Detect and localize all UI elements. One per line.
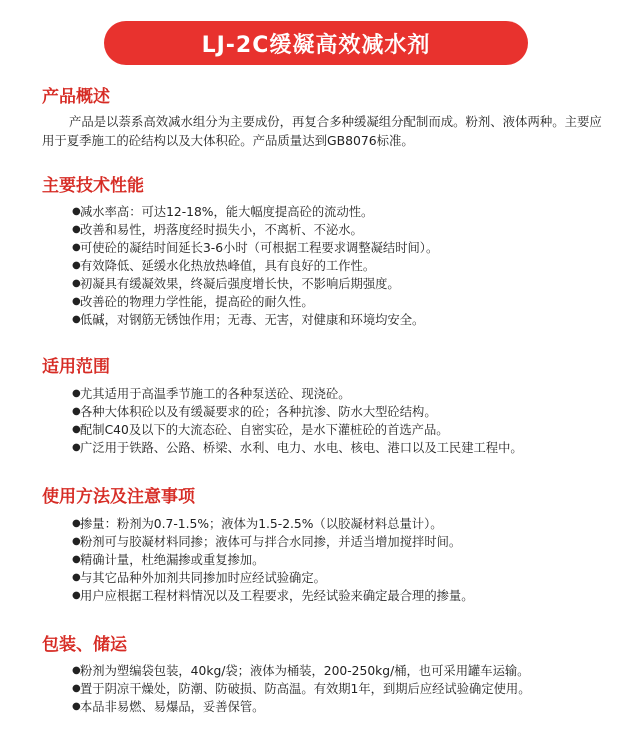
list-item: ● 与其它品种外加剂共同掺加时应经试验确定。 <box>72 571 326 585</box>
list-item: ● 各种大体积砼以及有缓凝要求的砼；各种抗渗、防水大型砼结构。 <box>72 405 437 419</box>
list-item: ● 广泛用于铁路、公路、桥梁、水利、电力、水电、核电、港口以及工民建工程中。 <box>72 441 523 455</box>
section-heading-performance: 主要技术性能 <box>42 176 144 196</box>
bullet-icon: ● <box>72 278 81 289</box>
page-title: LJ-2C缓凝高效减水剂 <box>201 32 431 58</box>
bullet-icon: ● <box>72 572 81 583</box>
section-heading-overview: 产品概述 <box>42 87 110 107</box>
bullet-icon: ● <box>72 554 81 565</box>
list-item: ● 低碱，对钢筋无锈蚀作用；无毒、无害，对健康和环境均安全。 <box>72 313 425 327</box>
list-item: ● 初凝具有缓凝效果，终凝后强度增长快，不影响后期强度。 <box>72 277 400 291</box>
list-item: ● 有效降低、延缓水化热放热峰值，具有良好的工作性。 <box>72 259 376 273</box>
bullet-icon: ● <box>72 314 81 325</box>
bullet-icon: ● <box>72 296 81 307</box>
bullet-icon: ● <box>72 224 81 235</box>
bullet-icon: ● <box>72 701 81 712</box>
list-item: ● 配制C40及以下的大流态砼、自密实砼，是水下灌桩砼的首选产品。 <box>72 423 449 437</box>
list-item: ● 尤其适用于高温季节施工的各种泵送砼、现浇砼。 <box>72 387 351 401</box>
bullet-icon: ● <box>72 536 81 547</box>
overview-paragraph: 产品是以萘系高效减水组分为主要成份，再复合多种缓凝组分配制而成。粉剂、液体两种。主要应用于夏季施工的砼结构以及大体积砼。产品质量达到GB8076标准。 <box>42 114 602 148</box>
bullet-icon: ● <box>72 590 81 601</box>
bullet-icon: ● <box>72 242 81 253</box>
list-item: ● 可使砼的凝结时间延长3-6小时（可根据工程要求调整凝结时间）。 <box>72 241 439 255</box>
title-banner <box>104 21 528 65</box>
bullet-icon: ● <box>72 388 81 399</box>
bullet-icon: ● <box>72 260 81 271</box>
bullet-icon: ● <box>72 406 81 417</box>
list-item: ● 粉剂可与胶凝材料同掺；液体可与拌合水同掺，并适当增加搅拌时间。 <box>72 535 462 549</box>
bullet-icon: ● <box>72 206 81 217</box>
section-heading-scope: 适用范围 <box>42 357 110 377</box>
list-item: ● 改善砼的物理力学性能，提高砼的耐久性。 <box>72 295 314 309</box>
bullet-icon: ● <box>72 442 81 453</box>
list-item: ● 本品非易燃、易爆品，妥善保管。 <box>72 700 265 714</box>
list-item: ● 改善和易性，坍落度经时损失小，不离析、不泌水。 <box>72 223 363 237</box>
bullet-icon: ● <box>72 424 81 435</box>
scope-list <box>72 385 523 457</box>
list-item: ● 置于阴凉干燥处，防潮、防破损、防高温。有效期1年，到期后应经试验确定使用。 <box>72 682 531 696</box>
packaging-list <box>72 662 531 716</box>
list-item: ● 减水率高：可达12-18%，能大幅度提高砼的流动性。 <box>72 205 374 219</box>
usage-list <box>72 515 474 605</box>
bullet-icon: ● <box>72 683 81 694</box>
section-heading-usage: 使用方法及注意事项 <box>42 487 195 507</box>
performance-list <box>72 203 438 329</box>
list-item: ● 粉剂为塑编袋包装，40kg/袋；液体为桶装，200-250kg/桶，也可采用罐车运输。 <box>72 664 530 678</box>
list-item: ● 精确计量，杜绝漏掺或重复掺加。 <box>72 553 265 567</box>
list-item: ● 用户应根据工程材料情况以及工程要求，先经试验来确定最合理的掺量。 <box>72 589 474 603</box>
bullet-icon: ● <box>72 665 81 676</box>
list-item: ● 掺量：粉剂为0.7-1.5%；液体为1.5-2.5%（以胶凝材料总量计）。 <box>72 517 443 531</box>
section-heading-packaging: 包装、储运 <box>42 635 127 655</box>
bullet-icon: ● <box>72 518 81 529</box>
